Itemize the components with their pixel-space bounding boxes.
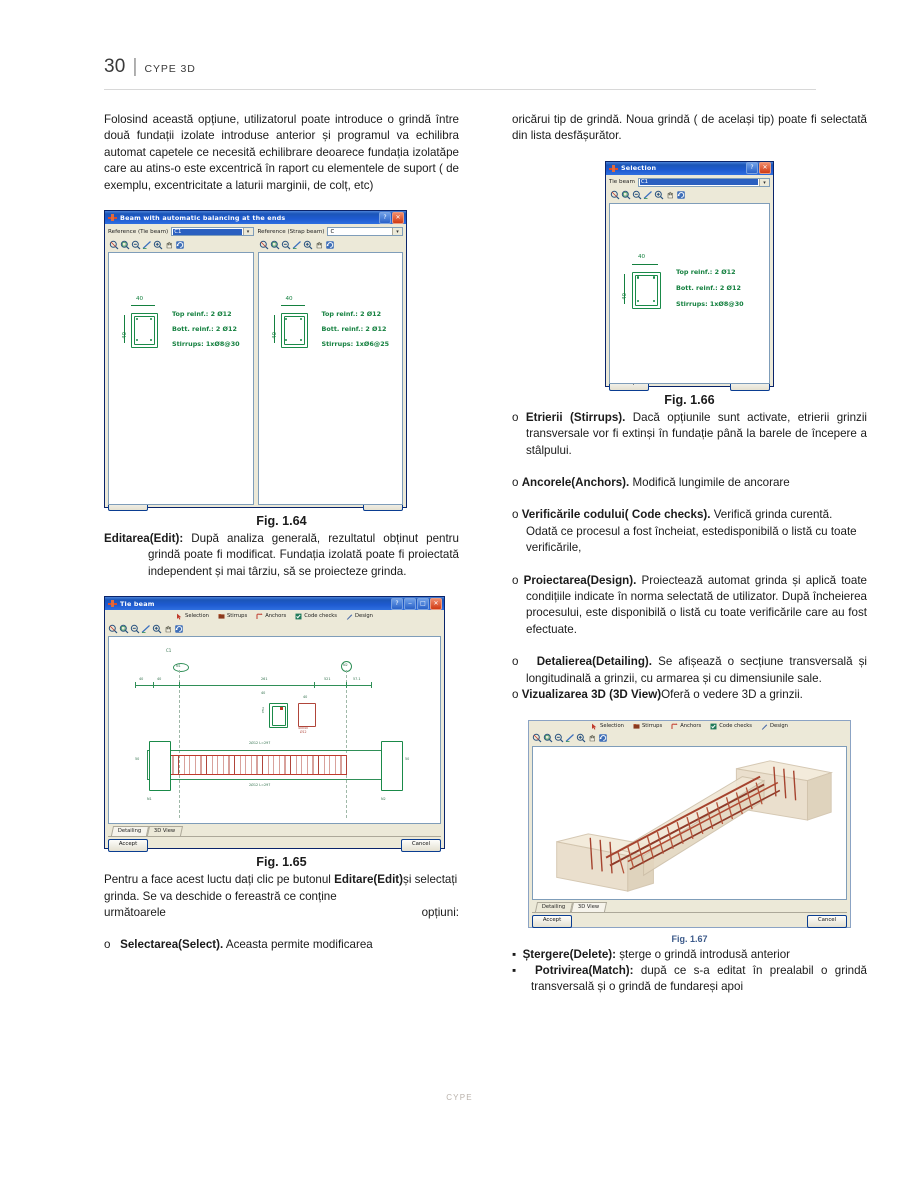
dim-height: 40: [622, 292, 628, 300]
left-paragraph-3: [104, 872, 459, 905]
menu-item-selection-label: Selection: [600, 723, 624, 729]
refresh-icon[interactable]: [325, 240, 335, 250]
right-bullet-2: [512, 475, 867, 491]
left-paragraph-2-text: După analiza generală, rezultatul obținut pentru grindă poate fi modificat. Fundația izolată poate fi proiectată independent și mai târziu, să se proiecteze grinda.: [148, 532, 459, 578]
pad-left-label: 50: [135, 757, 140, 762]
beam-top-note: 2Ø12 L=297: [249, 741, 271, 746]
dim-line-top: [632, 264, 658, 265]
right-bullet-5-marker: o: [512, 655, 519, 669]
right-bullet-1: [512, 410, 867, 459]
menu-item-design[interactable]: [761, 723, 788, 730]
zoom-in-icon[interactable]: [303, 240, 313, 250]
pad-left-edge: [147, 750, 148, 780]
dim-height-right: 40: [271, 331, 278, 340]
stirrups-label: Stirrups: 1xØ8@30: [676, 299, 744, 308]
menu-item-anchors[interactable]: [671, 723, 701, 730]
pan-icon[interactable]: [164, 240, 174, 250]
zoom-in-icon[interactable]: [153, 240, 163, 250]
left-paragraph-3c-right: opțiuni:: [421, 906, 459, 920]
top-reinf-label-left: Top reinf.: 2 Ø12: [172, 310, 232, 319]
menu-item-anchors-label: Anchors: [680, 723, 702, 729]
fig164-left-panel: [108, 227, 254, 505]
right-bullet-4-marker: o: [512, 573, 519, 587]
reference-strap-beam-label: Reference (Strap beam): [257, 228, 325, 235]
zoom-all-icon[interactable]: [108, 624, 118, 634]
right-bullet-6-text: Oferă o vedere 3D a grinzii.: [661, 688, 803, 702]
fig166-canvas[interactable]: [609, 203, 770, 384]
left-column: [104, 112, 459, 954]
code-checks-icon: [710, 723, 717, 730]
left-bullet-1: [104, 937, 459, 953]
zoom-in-icon[interactable]: [576, 733, 586, 743]
right-bullet-5: [512, 654, 867, 687]
help-icon[interactable]: ?: [391, 598, 403, 610]
dim-tick: [371, 682, 372, 688]
fig166-title: Selection: [621, 164, 657, 173]
header-rule: [104, 89, 816, 90]
right-bullet-6: [512, 687, 867, 703]
stirrups-icon: [633, 723, 640, 730]
right-list-item-2-marker: ▪: [512, 963, 521, 977]
reference-strap-beam-combo[interactable]: [327, 227, 403, 236]
pad-right: [381, 741, 403, 791]
dim-tick: [135, 682, 136, 688]
fig165-toolbar[interactable]: [105, 623, 444, 634]
refresh-icon[interactable]: [676, 190, 686, 200]
fig165-dialog[interactable]: [104, 596, 445, 849]
right-paragraph-1: oricărui tip de grindă. Noua grindă ( de același tip) poate fi selectată din lista desfășurător.: [512, 113, 867, 143]
chevron-down-icon[interactable]: ▾: [759, 179, 769, 186]
menu-item-stirrups-label: Stirrups: [641, 723, 663, 729]
zoom-all-icon[interactable]: [610, 190, 620, 200]
menu-item-anchors-label: Anchors: [265, 613, 287, 620]
code-checks-icon: [295, 613, 302, 620]
fig167-button-row[interactable]: [529, 913, 850, 929]
fig167-dialog[interactable]: [528, 720, 851, 928]
left-bullet-1-marker: o: [104, 938, 111, 952]
fig164-left-canvas[interactable]: [108, 252, 254, 505]
selection-icon: [591, 723, 598, 730]
axis-line-right: [346, 670, 347, 818]
left-paragraph-3c: [104, 905, 459, 921]
zoom-window-icon[interactable]: [543, 733, 553, 743]
help-icon[interactable]: ?: [379, 212, 391, 224]
reference-strap-beam-value: C: [330, 228, 335, 235]
fig164-titlebar[interactable]: [105, 211, 406, 224]
pad-right-label: 50: [405, 757, 410, 762]
menu-item-design-label: Design: [355, 613, 373, 620]
page-number: 30: [104, 56, 126, 77]
dim-line-top-left: [131, 305, 155, 306]
fig167-canvas-3d-view[interactable]: [532, 746, 847, 900]
header-separator: |: [132, 56, 138, 77]
rebar-dot: [637, 300, 639, 302]
right-bullet-6-marker: o: [512, 688, 519, 702]
right-list-item-1-text: șterge o grindă introdusă anterior: [616, 947, 791, 961]
minimize-icon[interactable]: ‒: [404, 598, 416, 610]
tie-beam-value: C1: [640, 179, 758, 185]
ancorele-anchors-label: Ancorele(Anchors).: [521, 476, 630, 490]
maximize-icon[interactable]: □: [417, 598, 429, 610]
dim-label-4: 40: [261, 691, 266, 696]
dim-label-3: 261: [261, 677, 268, 682]
menu-item-stirrups-label: Stirrups: [226, 613, 248, 620]
zoom-all-icon[interactable]: [109, 240, 119, 250]
menu-item-stirrups[interactable]: [633, 723, 662, 730]
refresh-icon[interactable]: [598, 733, 608, 743]
rebar-highlight: [280, 707, 283, 710]
right-bullet-2-text: Modifică lungimile de ancorare: [629, 476, 790, 490]
right-list-item-2-text: după ce s-a editat în prealabil o grindă transversală și o grindă de fundareși apoi: [531, 963, 867, 994]
section-b-dim: 40: [303, 695, 308, 700]
fig165-titlebar[interactable]: [105, 597, 444, 610]
dim-line-top-right: [281, 305, 305, 306]
zoom-window-icon[interactable]: [270, 240, 280, 250]
design-icon: [761, 723, 768, 730]
measure-icon[interactable]: [292, 240, 302, 250]
dim-label-6: 57.1: [353, 677, 361, 682]
fig166-wrapper: [512, 161, 867, 387]
page-footer: CYPE: [446, 1093, 473, 1102]
fig165-window-buttons[interactable]: [391, 598, 442, 610]
left-paragraph-2: [104, 531, 459, 580]
stirrups-label-right: Stirrups: 1xØ6@25: [321, 340, 390, 349]
fig164-dialog[interactable]: [104, 210, 407, 508]
bott-reinf-label-right: Bott. reinf.: 2 Ø12: [321, 325, 387, 334]
right-list-item-2: [512, 963, 867, 996]
pan-icon[interactable]: [163, 624, 173, 634]
page-header: [104, 56, 816, 92]
pan-icon[interactable]: [665, 190, 675, 200]
menu-item-design[interactable]: [346, 613, 373, 620]
menu-item-selection[interactable]: [176, 613, 209, 620]
bott-reinf-label: Bott. reinf.: 2 Ø12: [676, 283, 741, 292]
rebar-dot: [637, 276, 639, 278]
tab-detailing-label: Detailing: [541, 903, 566, 910]
menu-item-selection[interactable]: [591, 723, 624, 730]
top-reinf-label: Top reinf.: 2 Ø12: [676, 267, 736, 276]
fig167-wrapper: [512, 720, 867, 928]
tie-beam-row[interactable]: [609, 178, 770, 187]
right-list-item-1: [512, 947, 867, 963]
beam-bottom-line: [147, 779, 403, 780]
tab-detailing[interactable]: [111, 826, 149, 836]
tab-detailing-label: Detailing: [117, 828, 142, 835]
fig167-menu-strip[interactable]: [529, 721, 850, 732]
rebar-dot: [136, 318, 138, 320]
anchors-icon: [671, 723, 678, 730]
zoom-window-icon[interactable]: [119, 624, 129, 634]
refresh-icon[interactable]: [175, 240, 185, 250]
zoom-out-icon[interactable]: [131, 240, 141, 250]
fig167-toolbar[interactable]: [529, 733, 850, 744]
fig167-caption: Fig. 1.67: [671, 933, 708, 944]
zoom-out-icon[interactable]: [281, 240, 291, 250]
zoom-in-icon[interactable]: [654, 190, 664, 200]
right-bullet-1-text: Dacă opțiunile sunt activate, etrierii grinzii transversale vor fi extinși în fundație până la barele de începere a stâlpului.: [526, 410, 867, 457]
fig167-tabstrip[interactable]: [532, 902, 847, 913]
zoom-out-icon[interactable]: [632, 190, 642, 200]
fig164-caption: Fig. 1.64: [256, 514, 307, 529]
tie-beam-combo[interactable]: [638, 178, 770, 187]
stirrups-icon: [218, 613, 225, 620]
tab-3d-view[interactable]: [147, 826, 183, 836]
app-icon: [108, 213, 117, 222]
stergere-delete-label: Ștergere(Delete):: [522, 947, 617, 961]
app-icon: [108, 599, 117, 608]
reference-strap-beam-row[interactable]: [258, 227, 404, 236]
fig164-right-panel: [258, 227, 404, 505]
fig166-dialog[interactable]: [605, 161, 774, 387]
menu-item-code-checks[interactable]: [710, 723, 752, 730]
zoom-out-icon[interactable]: [130, 624, 140, 634]
section-b: [298, 703, 316, 727]
proiectarea-design-label: Proiectarea(Design).: [523, 573, 637, 587]
right-bullet-4: [512, 573, 867, 639]
dim-label-2: 40: [157, 677, 162, 682]
menu-item-code-checks[interactable]: [295, 613, 337, 620]
close-icon[interactable]: ✕: [430, 598, 442, 610]
fig165-tabstrip[interactable]: [108, 826, 441, 837]
zoom-all-icon[interactable]: [532, 733, 542, 743]
menu-item-code-checks-label: Code checks: [304, 613, 338, 620]
top-reinf-label-right: Top reinf.: 2 Ø12: [321, 310, 382, 319]
menu-item-anchors[interactable]: [256, 613, 286, 620]
reference-tie-beam-combo[interactable]: [171, 227, 253, 236]
section-b-label: 40x40: [298, 726, 308, 731]
elev-left-note: N1: [147, 797, 152, 802]
right-bullet-1-marker: o: [512, 410, 519, 424]
right-bullet-4-text: Proiectează automat grinda și aplică toate condițiile indicate în norma selectată de utilizator. După încheierea procesului, este disponibilă o listă cu toate verificările care au fost efectuate.: [526, 573, 867, 636]
left-paragraph-3b: și selectați grinda. Se va deschide o fereastră ce conține: [104, 873, 458, 903]
tab-detailing[interactable]: [535, 902, 573, 912]
refresh-icon[interactable]: [174, 624, 184, 634]
accept-button[interactable]: Accept: [532, 915, 572, 928]
close-icon[interactable]: ✕: [759, 162, 771, 174]
dim-width: 40: [638, 253, 646, 260]
measure-icon[interactable]: [643, 190, 653, 200]
document-title: CYPE 3D: [144, 63, 196, 75]
dim-tick: [153, 682, 154, 688]
measure-icon[interactable]: [142, 240, 152, 250]
fig165-button-row[interactable]: [105, 837, 444, 853]
dim-label-5: 521: [324, 677, 331, 682]
verificarile-codului-label: Verificările codului( Code checks).: [521, 508, 711, 522]
editarea-edit-label: Editarea(Edit):: [104, 532, 184, 546]
left-paragraph-3a: Pentru a face acest luctu dați clic pe butonul: [104, 873, 335, 887]
chevron-down-icon[interactable]: ▾: [392, 228, 402, 235]
drawing-ref-label: C1: [166, 648, 172, 654]
zoom-out-icon[interactable]: [554, 733, 564, 743]
zoom-window-icon[interactable]: [621, 190, 631, 200]
stirrup-ladder: [167, 755, 347, 775]
dim-height-left: 40: [122, 331, 128, 340]
rebar-dot: [300, 318, 302, 320]
pan-icon[interactable]: [314, 240, 324, 250]
close-icon[interactable]: ✕: [392, 212, 404, 224]
vizualizarea-3d-label: Vizualizarea 3D (3D View): [521, 688, 662, 702]
fig166-titlebar[interactable]: [606, 162, 773, 175]
measure-icon[interactable]: [565, 733, 575, 743]
chevron-down-icon[interactable]: ▾: [243, 228, 253, 235]
selection-icon: [176, 613, 183, 620]
beam-bottom-note: 2Ø12 L=297: [249, 783, 271, 788]
fig164-title: Beam with automatic balancing at the ends: [120, 213, 286, 222]
dim-tick: [346, 682, 347, 688]
dim-width-right: 40: [285, 296, 293, 303]
fig164-window-buttons[interactable]: [379, 212, 404, 224]
dim-tick: [314, 682, 315, 688]
section-a-stirrup: [272, 706, 286, 726]
right-bullet-3: [512, 507, 867, 556]
beam-3d-render: [533, 747, 846, 897]
fig165-menu-strip[interactable]: [105, 610, 444, 622]
reference-tie-beam-label: Reference (Tie beam): [108, 228, 169, 235]
cancel-button[interactable]: Cancel: [807, 915, 847, 928]
measure-icon[interactable]: [141, 624, 151, 634]
selectarea-select-label: Selectarea(Select).: [120, 938, 224, 952]
section-a-label: TGA: [261, 707, 265, 714]
accept-button[interactable]: Accept: [108, 839, 148, 852]
dim-tick: [179, 682, 180, 688]
column-label-n2: N2: [343, 663, 348, 668]
fig165-caption: Fig. 1.65: [256, 855, 307, 870]
reference-tie-beam-row[interactable]: [108, 227, 254, 236]
fig164-left-toolbar[interactable]: [108, 239, 254, 250]
editare-edit-label: Editare(Edit): [334, 873, 404, 887]
fig164-right-canvas[interactable]: [258, 252, 404, 505]
detalierea-detailing-label: Detalierea(Detailing).: [536, 655, 653, 669]
menu-item-design-label: Design: [770, 723, 788, 729]
bott-reinf-label-left: Bott. reinf.: 2 Ø12: [172, 325, 237, 334]
design-icon: [346, 613, 353, 620]
menu-item-selection-label: Selection: [185, 613, 209, 620]
etrierii-stirrups-label: Etrierii (Stirrups).: [525, 410, 626, 424]
axis-line-left: [179, 670, 180, 818]
dim-label-1: 40: [139, 677, 144, 682]
elev-right-note: N2: [381, 797, 386, 802]
pan-icon[interactable]: [587, 733, 597, 743]
left-bullet-1-text: Aceasta permite modificarea: [223, 938, 373, 952]
beam-top-line: [147, 750, 403, 751]
dimension-chain: [135, 685, 372, 686]
dim-width-left: 40: [136, 296, 144, 303]
zoom-in-icon[interactable]: [152, 624, 162, 634]
fig164-right-toolbar[interactable]: [258, 239, 404, 250]
tie-beam-label: Tie beam: [609, 179, 635, 186]
tab-3d-view-label: 3D View: [578, 903, 600, 910]
left-paragraph-3c-left: următoarele: [104, 906, 166, 920]
right-bullet-2-marker: o: [512, 476, 519, 490]
right-column: [512, 112, 867, 996]
section-b-sublabel: Ø12: [300, 730, 307, 735]
stirrups-label-left: Stirrups: 1xØ8@30: [172, 340, 240, 349]
fig166-caption: Fig. 1.66: [664, 392, 715, 407]
tab-3d-view[interactable]: [571, 902, 607, 912]
fig165-canvas[interactable]: [108, 636, 441, 824]
column-label-n1: N1: [176, 663, 181, 668]
fig166-window-buttons[interactable]: [746, 162, 771, 174]
pad-left: [149, 741, 171, 791]
potrivirea-match-label: Potrivirea(Match):: [534, 963, 634, 977]
reference-tie-beam-value: C1: [173, 229, 241, 235]
zoom-window-icon[interactable]: [120, 240, 130, 250]
right-bullet-5-text: Se afișează o secțiune transversală și longitudinală a grinzii, cu armarea și cu dimensiunile sale.: [526, 655, 867, 685]
fig165-title: Tie beam: [120, 599, 155, 608]
app-icon: [609, 164, 618, 173]
left-paragraph-1: Folosind această opțiune, utilizatorul poate introduce o grindă între două fundații izolate introduse anterior și programul va echilibra automat capetele ce necesită echilibrare deoarece fundația izolatăpe care au atins-o este excentrică în raport cu elementele de suport ( de exemplu, excentricitate a laturii marginii, de colț, etc): [104, 113, 459, 192]
anchors-icon: [256, 613, 263, 620]
zoom-all-icon[interactable]: [259, 240, 269, 250]
fig166-toolbar[interactable]: [609, 190, 770, 201]
right-list-item-1-marker: ▪: [512, 947, 517, 961]
menu-item-stirrups[interactable]: [218, 613, 247, 620]
cancel-button[interactable]: Cancel: [401, 839, 441, 852]
menu-item-code-checks-label: Code checks: [719, 723, 753, 729]
right-bullet-3-text: Verifică grinda curentă. Odată ce procesul a fost încheiat, estedisponibilă o listă cu toate verificările,: [526, 508, 857, 555]
help-icon[interactable]: ?: [746, 162, 758, 174]
tab-3d-view-label: 3D View: [154, 828, 176, 835]
right-bullet-3-marker: o: [512, 508, 519, 522]
